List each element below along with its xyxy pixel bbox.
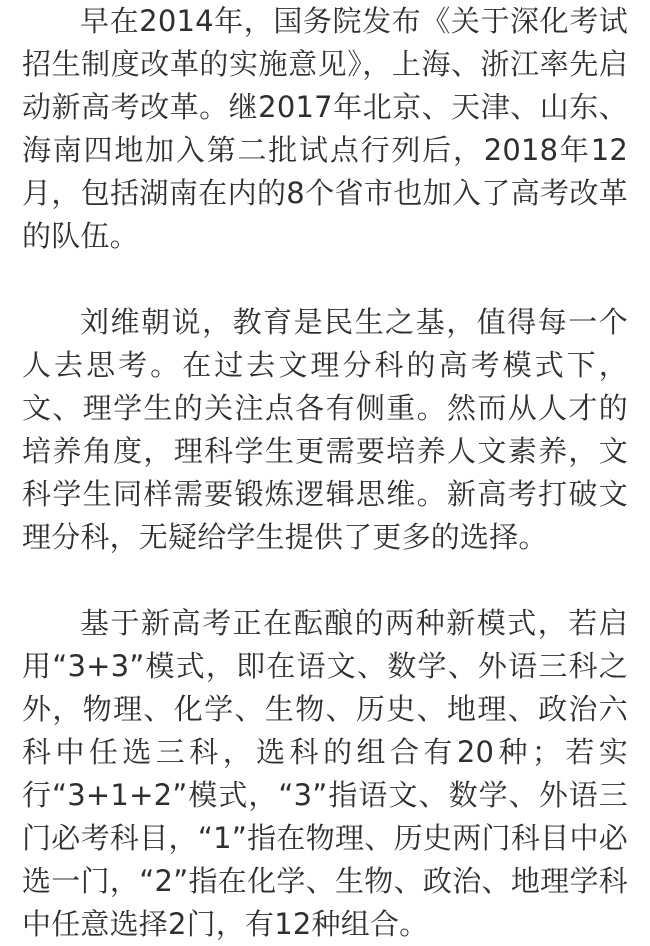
paragraph-liu-weichao-quote: 刘维朝说，教育是民生之基，值得每一个人去思考。在过去文理分科的高考模式下，文、理学生的关注点各有侧重。然而从人才的培养角度，理科学生更需要培养人文素养，文科学生同样需要锻炼逻辑思维。新高考打破文理分科，无疑给学生提供了更多的选择。 [22, 305, 628, 554]
paragraph-new-exam-modes: 基于新高考正在酝酿的两种新模式，若启用“3+3”模式，即在语文、数学、外语三科之外，物理、化学、生物、历史、地理、政治六科中任选三科，选科的组合有20种；若实行“3+1+2”模式，“3”指语文、数学、外语三门必考科目，“1”指在物理、历史两门科目中必选一门，“2”指在化学、生物、政治、地理学科中任意选择2门，有12种组合。 [22, 606, 628, 941]
paragraph-reform-history: 早在2014年，国务院发布《关于深化考试招生制度改革的实施意见》，上海、浙江率先启动新高考改革。继2017年北京、天津、山东、海南四地加入第二批试点行列后，2018年12月，包括湖南在内的8个省市也加入了高考改革的队伍。 [22, 4, 628, 253]
